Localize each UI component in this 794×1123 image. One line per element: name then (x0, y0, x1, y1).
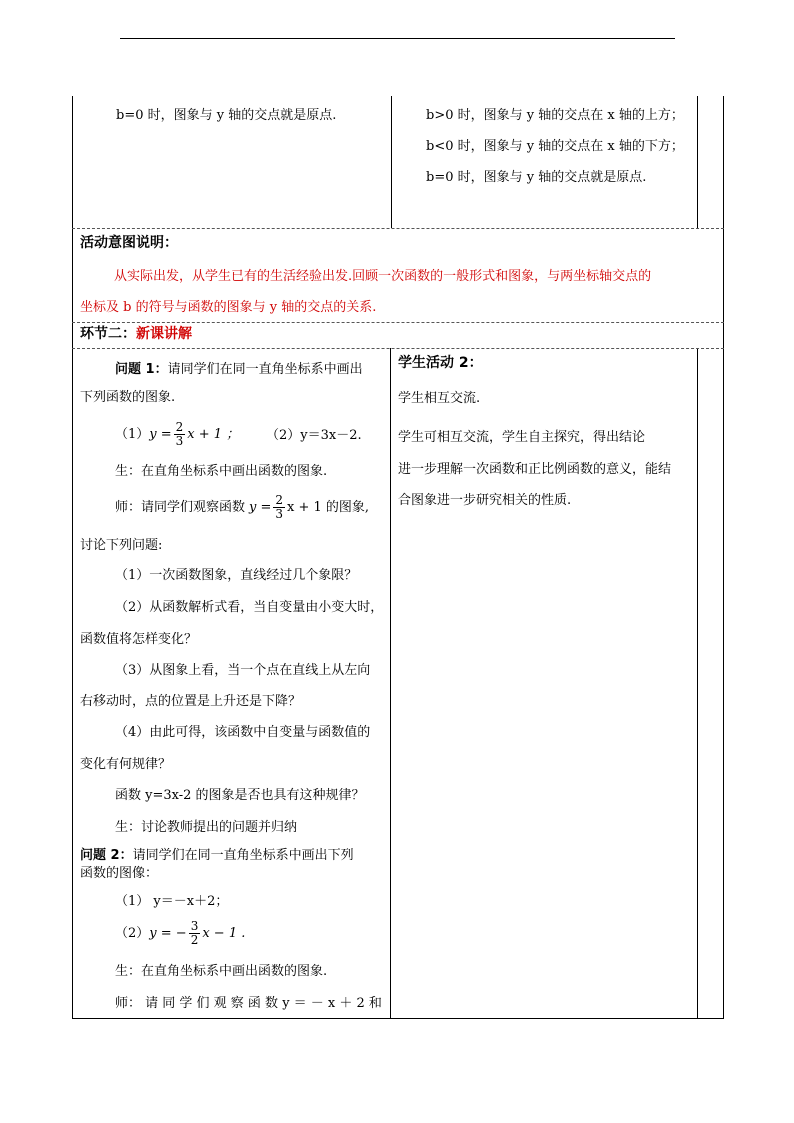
question-1-label: 问题 1： (115, 362, 168, 377)
q1-item-1-pre: （1） (115, 427, 150, 442)
top-right-line-1: b>0 时，图象与 y 轴的交点在 x 轴的上方； (426, 108, 684, 123)
top-right-line-2: b<0 时，图象与 y 轴的交点在 x 轴的下方； (426, 139, 684, 154)
fraction-three-halves (189, 920, 201, 947)
row-divider (72, 322, 724, 323)
q1-item-2: （2）y＝3x－2. (266, 428, 362, 443)
question-1-cont: 下列函数的图象. (80, 390, 176, 405)
question-2-text: 请同学们在同一直角坐标系中画出下列 (132, 848, 354, 863)
fraction-numerator: 2 (275, 493, 284, 507)
teacher-prompt-1-cont: 讨论下列问题: (80, 538, 163, 553)
q2-item-2-post: x − 1 . (202, 926, 246, 941)
fraction-numerator: 3 (190, 919, 199, 933)
fraction-denominator: 3 (175, 434, 184, 448)
inner-right-border (697, 96, 698, 228)
teacher-prompt-2: 师： 请 同 学 们 观 察 函 数 y ＝ － x ＋ 2 和 (115, 996, 382, 1011)
teacher-prompt-1-post: x + 1 的图象, (287, 500, 370, 515)
question-1 (115, 360, 363, 379)
student-answer-3: 生：在直角坐标系中画出函数的图象. (115, 964, 328, 979)
discussion-4-cont: 变化有何规律？ (80, 757, 172, 772)
student-activity-p1: 学生相互交流. (398, 391, 481, 406)
student-activity-p3: 进一步理解一次函数和正比例函数的意义，能结 (398, 462, 672, 477)
function-question: 函数 y=3x-2 的图象是否也具有这种规律？ (115, 788, 365, 803)
fraction-two-thirds (273, 494, 285, 521)
student-answer-2: 生：讨论教师提出的问题并归纳 (115, 820, 298, 835)
fraction-denominator: 3 (275, 507, 284, 521)
q2-item-1: （1） y＝－x＋2； (115, 894, 229, 909)
fraction-two-thirds (174, 421, 186, 448)
discussion-3-cont: 右移动时，点的位置是上升还是下降？ (80, 694, 302, 709)
intent-text-2: 坐标及 b 的符号与函数的图象与 y 轴的交点的关系. (80, 300, 377, 315)
top-left-line: b=0 时，图象与 y 轴的交点就是原点. (116, 108, 337, 123)
student-answer-1: 生：在直角坐标系中画出函数的图象. (115, 464, 328, 479)
q1-item-1-y: y = (149, 427, 172, 442)
q2-item-2-pre: （2） (115, 926, 150, 941)
section-prefix: 环节二： (80, 326, 136, 342)
main-column-divider (390, 348, 391, 1018)
q2-item-2 (115, 920, 245, 947)
discussion-2-cont: 函数值将怎样变化？ (80, 632, 198, 647)
student-activity-p4: 合图象进一步研究相关的性质. (398, 493, 572, 508)
question-2-cont: 函数的图像： (80, 866, 159, 881)
teacher-prompt-1 (115, 494, 369, 521)
student-activity-p2: 学生可相互交流，学生自主探究，得出结论 (398, 430, 646, 445)
section-heading (80, 325, 192, 344)
top-column-divider (391, 96, 392, 228)
inner-right-border-lower (697, 348, 698, 1018)
teacher-prompt-1-y: y = (249, 500, 272, 515)
intent-text-1: 从实际出发，从学生已有的生活经验出发.回顾一次函数的一般形式和图象，与两坐标轴交点的 (114, 269, 652, 284)
fraction-numerator: 2 (175, 420, 184, 434)
question-2-label: 问题 2： (80, 848, 133, 863)
teacher-prompt-1-pre: 师：请同学们观察函数 (115, 500, 246, 515)
q1-item-1 (115, 421, 239, 448)
question-2 (80, 846, 354, 865)
q2-item-2-y: y = − (149, 926, 187, 941)
discussion-3: （3）从图象上看，当一个点在直线上从左向 (115, 663, 371, 678)
fraction-denominator: 2 (190, 933, 199, 947)
page-header-rule (120, 38, 675, 39)
intent-title: 活动意图说明： (80, 235, 178, 251)
row-divider (72, 228, 724, 229)
discussion-1: （1）一次函数图象，直线经过几个象限？ (115, 568, 358, 583)
student-activity-title: 学生活动 2： (398, 355, 483, 371)
discussion-2: （2）从函数解析式看，当自变量由小变大时， (115, 600, 384, 615)
question-1-text: 请同学们在同一直角坐标系中画出 (167, 362, 363, 377)
row-divider (72, 348, 724, 349)
section-title: 新课讲解 (136, 326, 192, 342)
top-right-line-3: b=0 时，图象与 y 轴的交点就是原点. (426, 170, 647, 185)
q1-item-1-post: x + 1 ； (187, 427, 240, 442)
discussion-4: （4）由此可得，该函数中自变量与函数值的 (115, 725, 371, 740)
